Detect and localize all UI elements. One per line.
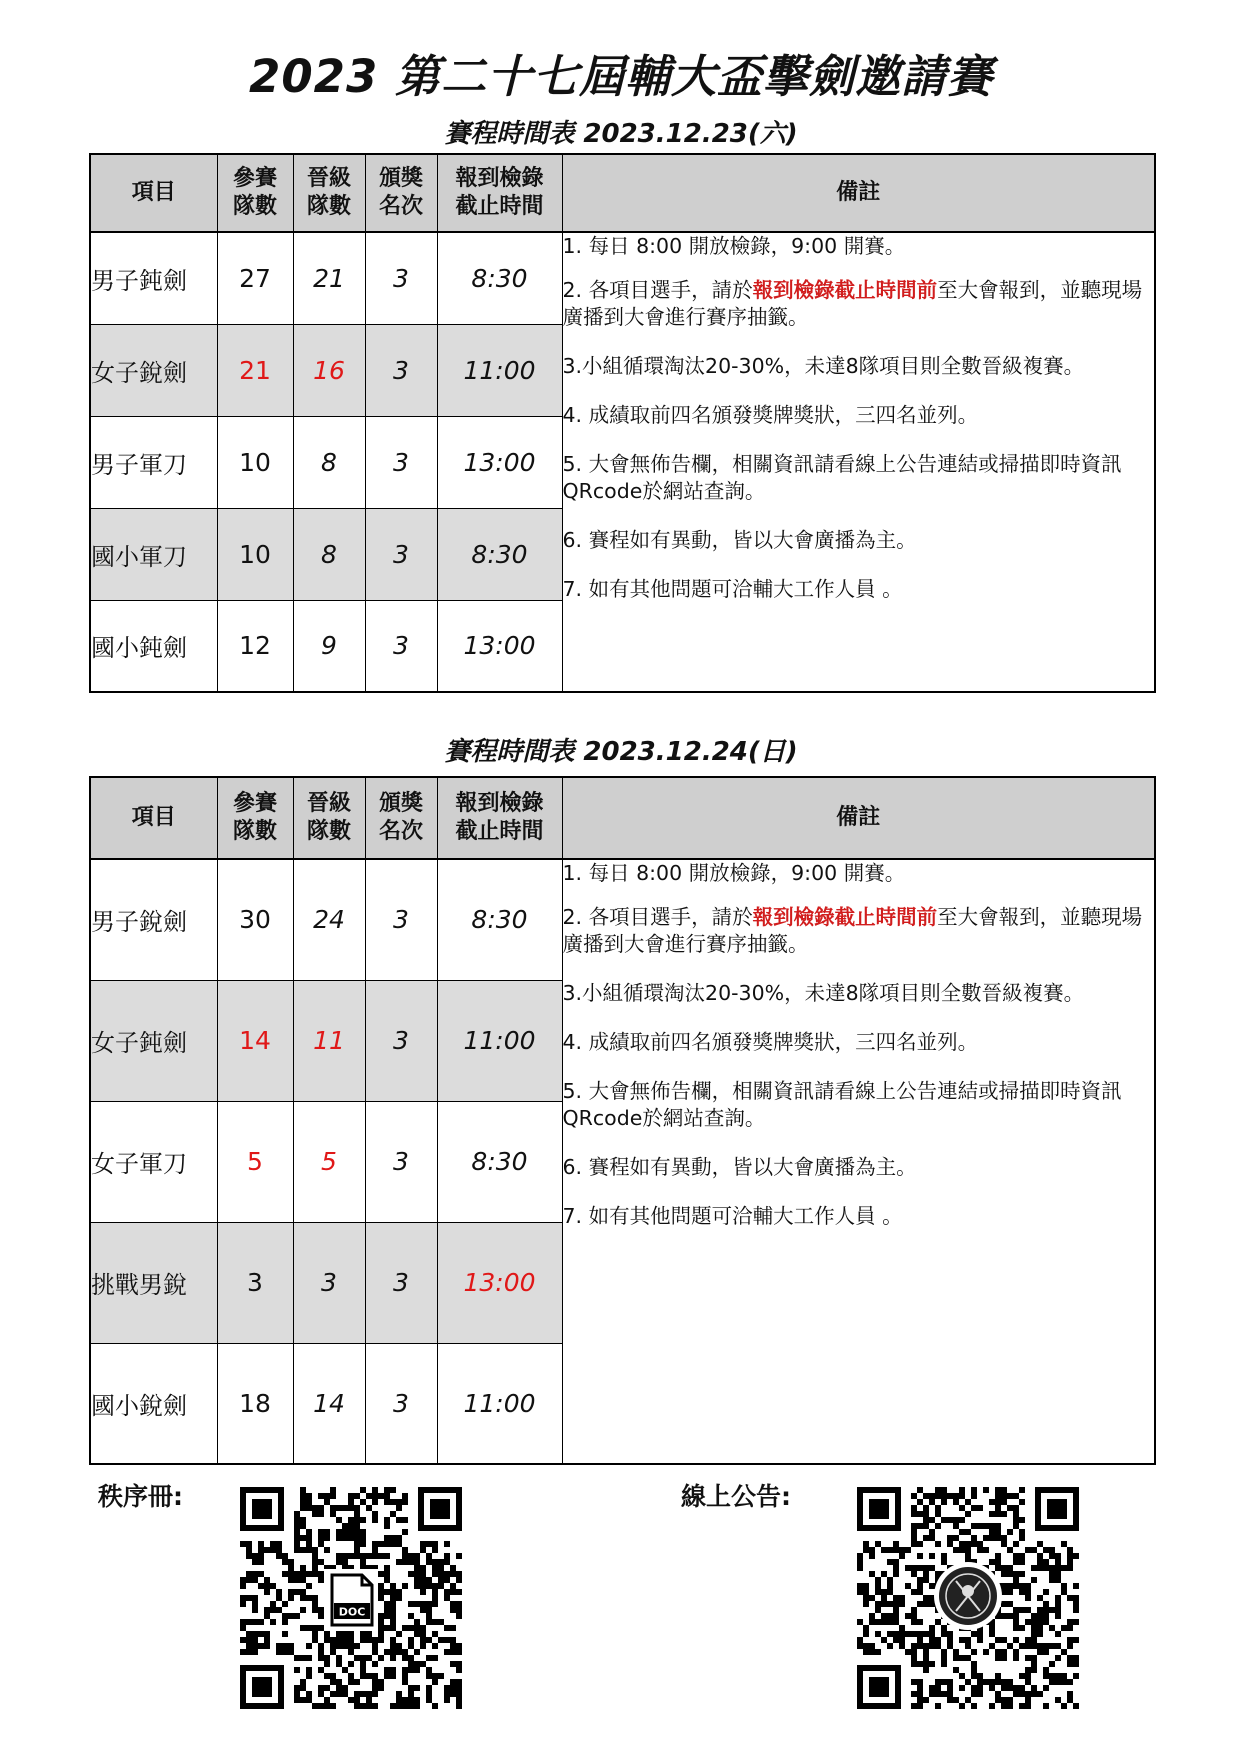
award-places: 3 bbox=[365, 1101, 437, 1222]
note-2: 2. 各項目選手，請於報到檢錄截止時間前至大會報到，並聽現場廣播到大會進行賽序抽籤。 bbox=[562, 905, 1143, 956]
award-places: 3 bbox=[365, 980, 437, 1101]
header-advance: 晉級 隊數 bbox=[293, 154, 365, 232]
award-places: 3 bbox=[365, 1222, 437, 1343]
entrants-count: 18 bbox=[217, 1343, 293, 1464]
award-places: 3 bbox=[365, 508, 437, 600]
notes-cell bbox=[562, 232, 1155, 692]
note-6: 6. 賽程如有異動，皆以大會廣播為主。 bbox=[562, 1155, 917, 1179]
program-qr-label: 秩序冊: bbox=[98, 1482, 183, 1511]
award-places: 3 bbox=[365, 324, 437, 416]
header-award: 頒獎 名次 bbox=[365, 154, 437, 232]
checkin-deadline: 13:00 bbox=[437, 416, 562, 508]
note-1: 1. 每日 8:00 開放檢錄，9:00 開賽。 bbox=[562, 234, 906, 258]
day1-subtitle: 賽程時間表 2023.12.23(六) bbox=[444, 119, 798, 149]
header-award: 頒獎 名次 bbox=[365, 777, 437, 859]
note-6: 6. 賽程如有異動，皆以大會廣播為主。 bbox=[562, 528, 917, 552]
header-advance: 晉級 隊數 bbox=[293, 777, 365, 859]
checkin-deadline: 11:00 bbox=[437, 980, 562, 1101]
day2-subtitle: 賽程時間表 2023.12.24(日) bbox=[444, 737, 798, 767]
checkin-deadline: 13:00 bbox=[437, 1222, 562, 1343]
event-name: 國小銳劍 bbox=[90, 1343, 217, 1464]
note-4: 4. 成績取前四名頒發獎牌獎狀，三四名並列。 bbox=[562, 1030, 979, 1054]
award-places: 3 bbox=[365, 859, 437, 980]
header-notes: 備註 bbox=[562, 777, 1155, 859]
schedule-table-day2 bbox=[89, 776, 1156, 1465]
event-name: 男子銳劍 bbox=[90, 859, 217, 980]
entrants-count: 12 bbox=[217, 600, 293, 692]
event-name: 國小鈍劍 bbox=[90, 600, 217, 692]
checkin-deadline: 11:00 bbox=[437, 324, 562, 416]
page-title: 2023 第二十七屆輔大盃擊劍邀請賽 bbox=[249, 50, 993, 103]
online-announcement-qr-code[interactable] bbox=[853, 1483, 1083, 1713]
note-7: 7. 如有其他問題可洽輔大工作人員 。 bbox=[562, 577, 903, 601]
checkin-deadline: 13:00 bbox=[437, 600, 562, 692]
advance-count: 21 bbox=[293, 232, 365, 324]
table-row bbox=[90, 859, 1155, 980]
notes-cell bbox=[562, 859, 1155, 1464]
award-places: 3 bbox=[365, 416, 437, 508]
entrants-count: 14 bbox=[217, 980, 293, 1101]
advance-count: 9 bbox=[293, 600, 365, 692]
header-entrants: 參賽 隊數 bbox=[217, 154, 293, 232]
entrants-count: 30 bbox=[217, 859, 293, 980]
svg-text:DOC: DOC bbox=[338, 1605, 366, 1619]
entrants-count: 21 bbox=[217, 324, 293, 416]
entrants-count: 27 bbox=[217, 232, 293, 324]
event-name: 男子鈍劍 bbox=[90, 232, 217, 324]
program-qr-code[interactable] bbox=[236, 1483, 466, 1713]
entrants-count: 5 bbox=[217, 1101, 293, 1222]
event-name: 國小軍刀 bbox=[90, 508, 217, 600]
table-header-row bbox=[90, 777, 1155, 859]
checkin-deadline: 8:30 bbox=[437, 508, 562, 600]
event-name: 女子鈍劍 bbox=[90, 980, 217, 1101]
advance-count: 5 bbox=[293, 1101, 365, 1222]
note-5: 5. 大會無佈告欄，相關資訊請看線上公告連結或掃描即時資訊QRcode於網站查詢。 bbox=[562, 1079, 1122, 1130]
checkin-deadline: 8:30 bbox=[437, 232, 562, 324]
advance-count: 8 bbox=[293, 508, 365, 600]
advance-count: 14 bbox=[293, 1343, 365, 1464]
note-3: 3.小組循環淘汰20-30%，未達8隊項目則全數晉級複賽。 bbox=[562, 354, 1085, 378]
entrants-count: 10 bbox=[217, 508, 293, 600]
header-deadline: 報到檢錄 截止時間 bbox=[437, 154, 562, 232]
schedule-table-day1 bbox=[89, 153, 1156, 693]
checkin-deadline: 8:30 bbox=[437, 1101, 562, 1222]
checkin-deadline: 8:30 bbox=[437, 859, 562, 980]
entrants-count: 10 bbox=[217, 416, 293, 508]
award-places: 3 bbox=[365, 600, 437, 692]
entrants-count: 3 bbox=[217, 1222, 293, 1343]
header-item: 項目 bbox=[90, 777, 217, 859]
note-2: 2. 各項目選手，請於報到檢錄截止時間前至大會報到，並聽現場廣播到大會進行賽序抽籤。 bbox=[562, 278, 1143, 329]
doc-file-icon bbox=[324, 1569, 378, 1631]
advance-count: 3 bbox=[293, 1222, 365, 1343]
event-name: 女子銳劍 bbox=[90, 324, 217, 416]
table-row bbox=[90, 232, 1155, 324]
advance-count: 16 bbox=[293, 324, 365, 416]
event-name: 挑戰男銳 bbox=[90, 1222, 217, 1343]
header-item: 項目 bbox=[90, 154, 217, 232]
note-3: 3.小組循環淘汰20-30%，未達8隊項目則全數晉級複賽。 bbox=[562, 981, 1085, 1005]
event-name: 女子軍刀 bbox=[90, 1101, 217, 1222]
checkin-deadline: 11:00 bbox=[437, 1343, 562, 1464]
header-deadline: 報到檢錄 截止時間 bbox=[437, 777, 562, 859]
header-notes: 備註 bbox=[562, 154, 1155, 232]
header-entrants: 參賽 隊數 bbox=[217, 777, 293, 859]
note-4: 4. 成績取前四名頒發獎牌獎狀，三四名並列。 bbox=[562, 403, 979, 427]
note-1: 1. 每日 8:00 開放檢錄，9:00 開賽。 bbox=[562, 861, 906, 885]
table-header-row bbox=[90, 154, 1155, 232]
advance-count: 24 bbox=[293, 859, 365, 980]
advance-count: 11 bbox=[293, 980, 365, 1101]
award-places: 3 bbox=[365, 1343, 437, 1464]
note-5: 5. 大會無佈告欄，相關資訊請看線上公告連結或掃描即時資訊QRcode於網站查詢。 bbox=[562, 452, 1122, 503]
award-places: 3 bbox=[365, 232, 437, 324]
event-name: 男子軍刀 bbox=[90, 416, 217, 508]
fencing-club-logo-icon bbox=[934, 1562, 1002, 1630]
note-7: 7. 如有其他問題可洽輔大工作人員 。 bbox=[562, 1204, 903, 1228]
advance-count: 8 bbox=[293, 416, 365, 508]
online-qr-label: 線上公告: bbox=[681, 1482, 791, 1511]
